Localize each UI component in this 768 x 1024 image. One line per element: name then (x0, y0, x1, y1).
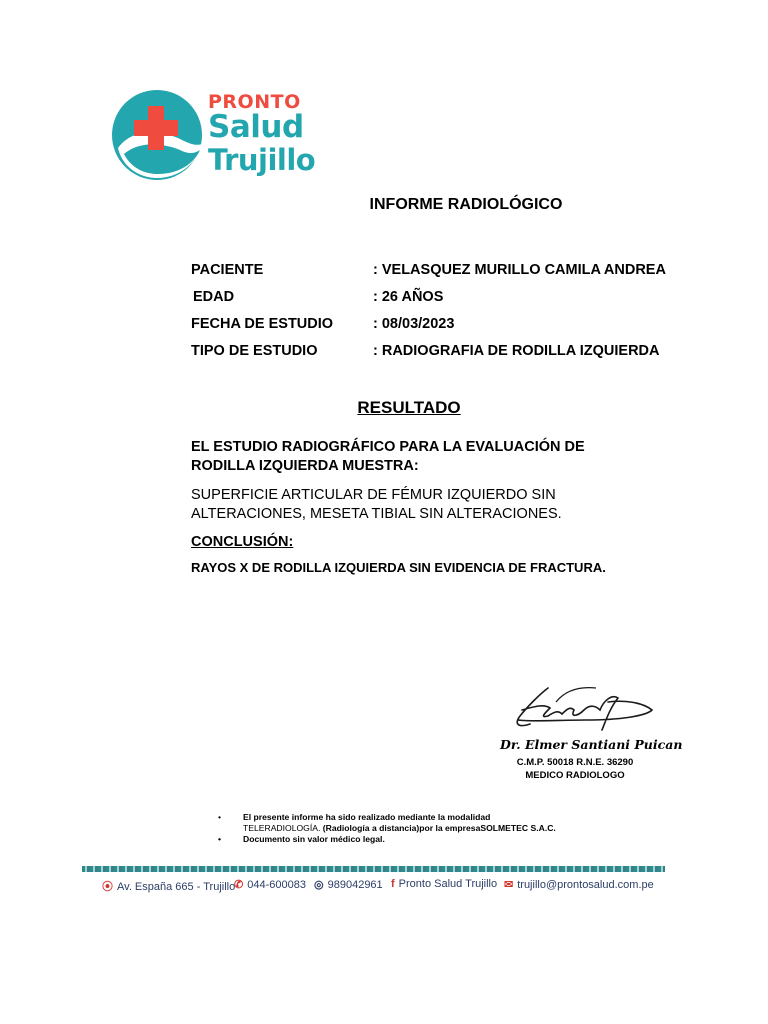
note-text: (Radiología a distancia)por la empresaSOLMETEC S.A.C. (322, 823, 556, 833)
logo-emblem-icon (110, 88, 205, 183)
whatsapp-text: 989042961 (327, 879, 383, 891)
field-label: TIPO DE ESTUDIO (191, 343, 318, 359)
field-label: FECHA DE ESTUDIO (191, 316, 334, 332)
field-label: EDAD (193, 289, 235, 305)
doctor-name: Dr. Elmer Santiani Puican (500, 737, 683, 752)
email-icon: ✉ (504, 879, 514, 891)
doctor-registry: C.M.P. 50018 R.N.E. 36290 (516, 757, 634, 768)
field-value: : 08/03/2023 (373, 316, 455, 332)
field-value: : 26 AÑOS (373, 289, 444, 305)
result-heading: RESULTADO (357, 398, 461, 417)
brand-name-line3: Trujillo (208, 143, 316, 177)
footer-email (504, 878, 654, 891)
brand-name-line1: PRONTO (208, 91, 301, 113)
clinic-logo (110, 88, 320, 183)
field-row-study-type (191, 343, 660, 359)
note-text: El presente informe ha sido realizado mediante la modalidad (243, 812, 491, 822)
doctor-signature-block (500, 684, 683, 784)
note-item (218, 812, 638, 834)
conclusion-heading: CONCLUSIÓN: (191, 534, 294, 550)
field-value: : VELASQUEZ MURILLO CAMILA ANDREA (373, 262, 666, 278)
footer-address (102, 878, 235, 894)
field-value: : RADIOGRAFIA DE RODILLA IZQUIERDA (373, 343, 660, 359)
result-findings: SUPERFICIE ARTICULAR DE FÉMUR IZQUIERDO SIN ALTERACIONES, MESETA TIBIAL SIN ALTERACIONES. (191, 487, 562, 522)
report-title: INFORME RADIOLÓGICO (369, 196, 563, 213)
handwritten-signature (500, 684, 660, 736)
field-row-age (193, 289, 443, 305)
phone-text: 044-600083 (247, 879, 306, 891)
address-text: Av. España 665 - Trujillo (117, 881, 236, 893)
note-text: TELERADIOLOGÍA. (243, 823, 323, 833)
whatsapp-icon: ◎ (314, 879, 324, 891)
footer-facebook (391, 878, 497, 890)
field-row-patient (191, 262, 666, 278)
brand-name-line2: Salud (208, 109, 304, 145)
location-pin-icon: ⦿ (102, 881, 113, 893)
note-item (218, 834, 638, 845)
contact-footer (100, 876, 670, 896)
facebook-text: Pronto Salud Trujillo (398, 878, 498, 890)
doctor-role: MEDICO RADIOLOGO (525, 770, 625, 781)
email-text: trujillo@prontosalud.com.pe (517, 879, 654, 891)
field-row-study-date (191, 316, 454, 332)
conclusion-text: RAYOS X DE RODILLA IZQUIERDA SIN EVIDENCIA DE FRACTURA. (191, 560, 606, 575)
phone-icon: ✆ (234, 879, 244, 891)
disclaimer-notes (218, 812, 638, 845)
footer-phone (234, 878, 306, 891)
facebook-icon: f (391, 878, 395, 890)
footer-whatsapp (314, 878, 383, 891)
note-text: Documento sin valor médico legal. (243, 834, 385, 844)
footer-divider (82, 866, 665, 872)
result-intro: EL ESTUDIO RADIOGRÁFICO PARA LA EVALUACIÓN DE RODILLA IZQUIERDA MUESTRA: (191, 439, 585, 474)
field-label: PACIENTE (191, 262, 264, 278)
